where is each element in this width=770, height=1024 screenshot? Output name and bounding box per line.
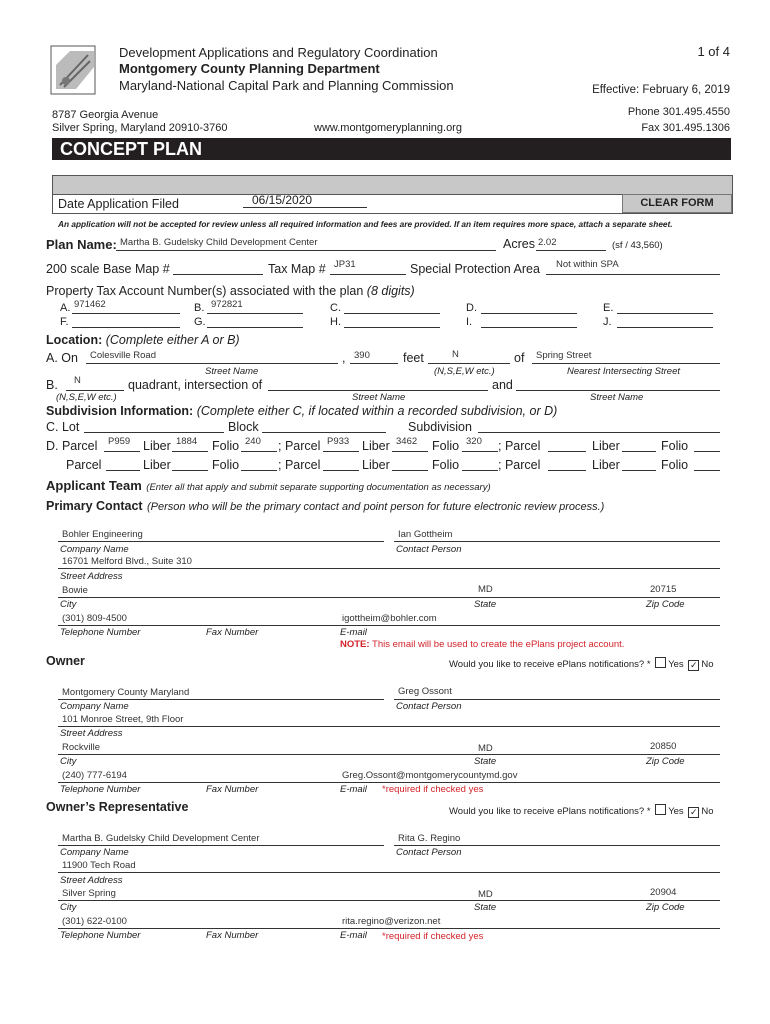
city-caption: City xyxy=(60,599,77,610)
plan-name-label: Plan Name: xyxy=(46,237,117,252)
phone-caption: Telephone Number xyxy=(60,784,141,795)
loc-a-street-input[interactable]: Colesville Road xyxy=(90,350,157,361)
phone: Phone 301.495.4550 xyxy=(627,106,730,118)
acres-input[interactable]: 2.02 xyxy=(538,237,557,248)
date-header-bar xyxy=(52,175,733,195)
rep-street-input[interactable]: 11900 Tech Road xyxy=(62,860,136,871)
loc-b-dir-input[interactable]: N xyxy=(74,375,81,386)
sf-note: (sf / 43,560) xyxy=(612,240,663,251)
rep-state-input[interactable]: MD xyxy=(478,889,493,900)
acres-label: Acres xyxy=(503,237,535,251)
eplans-note: NOTE: This email will be used to create the ePlans project account. xyxy=(340,639,625,650)
effective-date: Effective: February 6, 2019 xyxy=(592,84,730,96)
loc-a-intersect-input[interactable]: Spring Street xyxy=(536,350,592,361)
liber-label-2: Liber xyxy=(362,439,390,453)
of-label: of xyxy=(514,351,525,365)
owner-state-input[interactable]: MD xyxy=(478,743,493,754)
folio1-input[interactable]: 240 xyxy=(245,436,261,447)
acct-b-label: B. xyxy=(194,302,205,314)
primary-contact-input[interactable]: Ian Gottheim xyxy=(398,529,453,540)
clear-form-button[interactable]: CLEAR FORM xyxy=(622,194,732,213)
parcel-d-label: D. Parcel xyxy=(46,439,98,453)
acct-j-label: J. xyxy=(603,316,612,328)
email-caption: E-mail xyxy=(340,627,367,638)
page-number: 1 of 4 xyxy=(697,44,730,59)
primary-street-input[interactable]: 16701 Melford Blvd., Suite 310 xyxy=(62,556,192,567)
loc-a-dir-input[interactable]: N xyxy=(452,349,459,360)
primary-company-input[interactable]: Bohler Engineering xyxy=(62,529,143,540)
parcel2-input[interactable]: P933 xyxy=(327,436,350,447)
rep-email-input[interactable]: rita.regino@verizon.net xyxy=(342,916,441,927)
nsew-caption-b: (N,S,E,W etc.) xyxy=(56,392,117,403)
folio-label-6: Folio xyxy=(661,458,689,472)
parcel-label-6: ; Parcel xyxy=(498,458,541,472)
zip-caption: Zip Code xyxy=(646,902,685,913)
primary-state-input[interactable]: MD xyxy=(478,584,493,595)
primary-zip-input[interactable]: 20715 xyxy=(650,584,677,595)
acct-h-label: H. xyxy=(330,316,341,328)
parcel1-input[interactable]: P959 xyxy=(108,436,131,447)
acct-i-label: I. xyxy=(466,316,473,328)
acct-a-label: A. xyxy=(60,302,71,314)
liber-label-4: Liber xyxy=(143,458,171,472)
street-name-caption-b2: Street Name xyxy=(590,392,644,403)
website: www.montgomeryplanning.org xyxy=(314,122,462,134)
street-name-caption-b1: Street Name xyxy=(352,392,406,403)
fax-caption: Fax Number xyxy=(206,930,259,941)
street-name-caption: Street Name xyxy=(205,366,259,377)
owner-heading: Owner xyxy=(46,654,85,668)
liber-label-3: Liber xyxy=(592,439,620,453)
acct-d-label: D. xyxy=(466,302,477,314)
nearest-caption: Nearest Intersecting Street xyxy=(567,366,680,377)
acct-f-label: F. xyxy=(60,316,69,328)
city-caption: City xyxy=(60,756,77,767)
org-line2: Montgomery County Planning Department xyxy=(119,61,380,76)
block-label: Block xyxy=(228,420,259,434)
contact-caption: Contact Person xyxy=(396,847,462,858)
notice-text: An application will not be accepted for review unless all required information and fees are provided. If an item requires more space, attach a separate sheet. xyxy=(58,219,673,229)
acct-g-label: G. xyxy=(194,316,206,328)
acct-c-label: C. xyxy=(330,302,341,314)
owner-street-input[interactable]: 101 Monroe Street, 9th Floor xyxy=(62,714,184,725)
org-line1: Development Applications and Regulatory Coordination xyxy=(119,45,438,60)
loc-b-label: B. xyxy=(46,378,58,392)
city-caption: City xyxy=(60,902,77,913)
liber-label-1: Liber xyxy=(143,439,171,453)
rep-contact-input[interactable]: Rita G. Regino xyxy=(398,833,461,844)
quadrant-label: quadrant, intersection of xyxy=(128,378,263,392)
fax-caption: Fax Number xyxy=(206,784,259,795)
owner-required-note: *required if checked yes xyxy=(382,784,484,795)
primary-heading: Primary Contact (Person who will be the primary contact and point person for future electronic review process.) xyxy=(46,499,605,513)
form-page: Development Applications and Regulatory Coordination Montgomery County Planning Department Maryland-National Capital Park and Planning Commission 1 of 4 Effective: February 6, 2019 8787 Georgia Avenue Silver Spring, Maryland 20910-3760 www.montgomeryplanning.org Phone 301.495.4550 Fax 301.495.1306 CONCEPT PLAN Date Application Filed 06/15/2020 CLEAR FORM An application will not be accepted for review unless all required information and fees are provided. If an item requires more space, attach a separate sheet. Plan Name: Martha B. Gudelsky Child Development Center Acres 2.02 (sf / 43,560) 200 scale Base Map # Tax Map # JP31 Special Protection Area Not within SPA Property Tax Account Number(s) associated with the plan (8 digits) A. 971462 B. 972821 C. D. E. F. G. H. I. J. Location: (Complete either A or B) A. On Colesville Road , 390 feet N of Spring Street Street Name (N,S,E,W etc.) Nearest Intersecting Street B. N quadrant, intersection of and (N,S,E,W etc.) Street Name Street Name Subdivision Information: (Complete either C, if located within a recorded subdivision, or D) C. Lot Block Subdivision D. Parcel P959 Liber 1884 Folio 240 ; Parcel P933 Liber 3462 Folio 320 ; Parcel Liber Folio Parcel Liber Folio ; Parcel Liber Folio ; Parcel Liber Folio Applicant Team (Enter all that apply and submit separate supporting documentation as necessary) Primary Contact (Person who will be the primary contact and point person for future electronic review process.) Bohler Engineering Ian Gottheim Company Name Contact Person 16701 Melford Blvd., Suite 310 Street Address Bowie MD 20715 City State Zip Code (301) 809-4500 igottheim@bohler.com Telephone Number Fax Number E-mail NOTE: This email will be used to create the ePlans project account. Owner Would you like to receive ePlans notifications? * Yes ✓ No Montgomery County Maryland Greg Ossont Company Name Contact Person 101 Monroe Street, 9th Floor Street Address Rockville MD 20850 City State Zip Code (240) 777-6194 Greg.Ossont@montgomerycountymd.gov Telephone Number Fax Number E-mail *required if checked yes Owner’s Representative Would you like to receive ePlans notifications? * Yes ✓ No Martha B. Gudelsky Child Development Center Rita G. Regino Company Name Contact Person 11900 Tech Road Street Address Silver Spring MD 20904 City State Zip Code (301) 622-0100 rita.regino@verizon.net Telephone Number Fax Number E-mail *required if checked yes xyxy=(0,0,770,1024)
parcel-label-5: ; Parcel xyxy=(278,458,321,472)
company-caption: Company Name xyxy=(60,701,129,712)
spa-input[interactable]: Not within SPA xyxy=(556,259,619,270)
mncppc-logo-icon xyxy=(50,45,96,95)
folio-label-3: Folio xyxy=(661,439,689,453)
tax-map-label: Tax Map # xyxy=(268,262,326,276)
folio-label-5: Folio xyxy=(432,458,460,472)
and-label: and xyxy=(492,378,513,392)
rep-phone-input[interactable]: (301) 622-0100 xyxy=(62,916,127,927)
owner-company-input[interactable]: Montgomery County Maryland xyxy=(62,687,190,698)
rep-city-input[interactable]: Silver Spring xyxy=(62,888,116,899)
owner-no-checkbox[interactable]: ✓ xyxy=(690,660,698,670)
phone-caption: Telephone Number xyxy=(60,627,141,638)
zip-caption: Zip Code xyxy=(646,756,685,767)
email-caption: E-mail xyxy=(340,784,367,795)
fax-caption: Fax Number xyxy=(206,627,259,638)
state-caption: State xyxy=(474,902,497,913)
company-caption: Company Name xyxy=(60,544,129,555)
feet-label: feet xyxy=(403,351,424,365)
liber-label-6: Liber xyxy=(592,458,620,472)
nsew-caption: (N,S,E,W etc.) xyxy=(434,366,495,377)
spa-label: Special Protection Area xyxy=(410,262,540,276)
primary-email-input[interactable]: igottheim@bohler.com xyxy=(342,613,437,624)
zip-caption: Zip Code xyxy=(646,599,685,610)
street-caption: Street Address xyxy=(60,728,123,739)
owner-email-input[interactable]: Greg.Ossont@montgomerycountymd.gov xyxy=(342,770,518,781)
tax-map-input[interactable]: JP31 xyxy=(334,259,356,270)
prop-tax-label: Property Tax Account Number(s) associated with the plan (8 digits) xyxy=(46,284,415,298)
date-label: Date Application Filed xyxy=(58,197,179,211)
acct-a-input[interactable]: 971462 xyxy=(74,299,106,310)
contact-caption: Contact Person xyxy=(396,701,462,712)
parcel-label-3: ; Parcel xyxy=(498,439,541,453)
subdivision-heading: Subdivision Information: (Complete either C, if located within a recorded subdivision, or D) xyxy=(46,404,558,418)
email-caption: E-mail xyxy=(340,930,367,941)
liber-label-5: Liber xyxy=(362,458,390,472)
rep-heading: Owner’s Representative xyxy=(46,800,189,814)
folio-label-1: Folio xyxy=(212,439,240,453)
primary-phone-input[interactable]: (301) 809-4500 xyxy=(62,613,127,624)
fax: Fax 301.495.1306 xyxy=(641,122,730,134)
loc-a-feet-input[interactable]: 390 xyxy=(354,350,370,361)
contact-caption: Contact Person xyxy=(396,544,462,555)
rep-eplans-question: Would you like to receive ePlans notifications? * Yes ✓ No xyxy=(449,806,714,817)
primary-city-input[interactable]: Bowie xyxy=(62,585,88,596)
rep-no-checkbox[interactable]: ✓ xyxy=(690,807,698,817)
liber1-input[interactable]: 1884 xyxy=(176,436,198,447)
owner-yes-checkbox[interactable] xyxy=(655,657,666,668)
acct-e-label: E. xyxy=(603,302,614,314)
owner-phone-input[interactable]: (240) 777-6194 xyxy=(62,770,127,781)
org-line3: Maryland-National Capital Park and Planning Commission xyxy=(119,78,454,93)
liber2-input[interactable]: 3462 xyxy=(396,436,418,447)
phone-caption: Telephone Number xyxy=(60,930,141,941)
page-title: CONCEPT PLAN xyxy=(60,139,203,159)
base-map-label: 200 scale Base Map # xyxy=(46,262,170,276)
lot-label: C. Lot xyxy=(46,420,80,434)
address-line1: 8787 Georgia Avenue xyxy=(52,109,159,121)
parcel-label-4: Parcel xyxy=(66,458,102,472)
folio-label-4: Folio xyxy=(212,458,240,472)
date-input[interactable]: 06/15/2020 xyxy=(252,193,313,207)
folio2-input[interactable]: 320 xyxy=(466,436,482,447)
owner-contact-input[interactable]: Greg Ossont xyxy=(398,686,452,697)
rep-company-input[interactable]: Martha B. Gudelsky Child Development Center xyxy=(62,833,260,844)
subdivision-label: Subdivision xyxy=(408,420,472,434)
folio-label-2: Folio xyxy=(432,439,460,453)
applicant-heading: Applicant Team (Enter all that apply and submit separate supporting documentation as necessary) xyxy=(46,478,491,493)
rep-zip-input[interactable]: 20904 xyxy=(650,887,677,898)
location-heading: Location: (Complete either A or B) xyxy=(46,333,240,347)
street-caption: Street Address xyxy=(60,875,123,886)
owner-city-input[interactable]: Rockville xyxy=(62,742,101,753)
rep-required-note: *required if checked yes xyxy=(382,931,484,942)
loc-a-label: A. On xyxy=(46,351,78,365)
owner-eplans-question: Would you like to receive ePlans notifications? * Yes ✓ No xyxy=(449,659,714,670)
address-line2: Silver Spring, Maryland 20910-3760 xyxy=(52,122,228,134)
parcel-label-2: ; Parcel xyxy=(278,439,321,453)
state-caption: State xyxy=(474,756,497,767)
acct-b-input[interactable]: 972821 xyxy=(211,299,243,310)
street-caption: Street Address xyxy=(60,571,123,582)
rep-yes-checkbox[interactable] xyxy=(655,804,666,815)
state-caption: State xyxy=(474,599,497,610)
company-caption: Company Name xyxy=(60,847,129,858)
owner-zip-input[interactable]: 20850 xyxy=(650,741,677,752)
plan-name-input[interactable]: Martha B. Gudelsky Child Development Center xyxy=(120,237,318,248)
